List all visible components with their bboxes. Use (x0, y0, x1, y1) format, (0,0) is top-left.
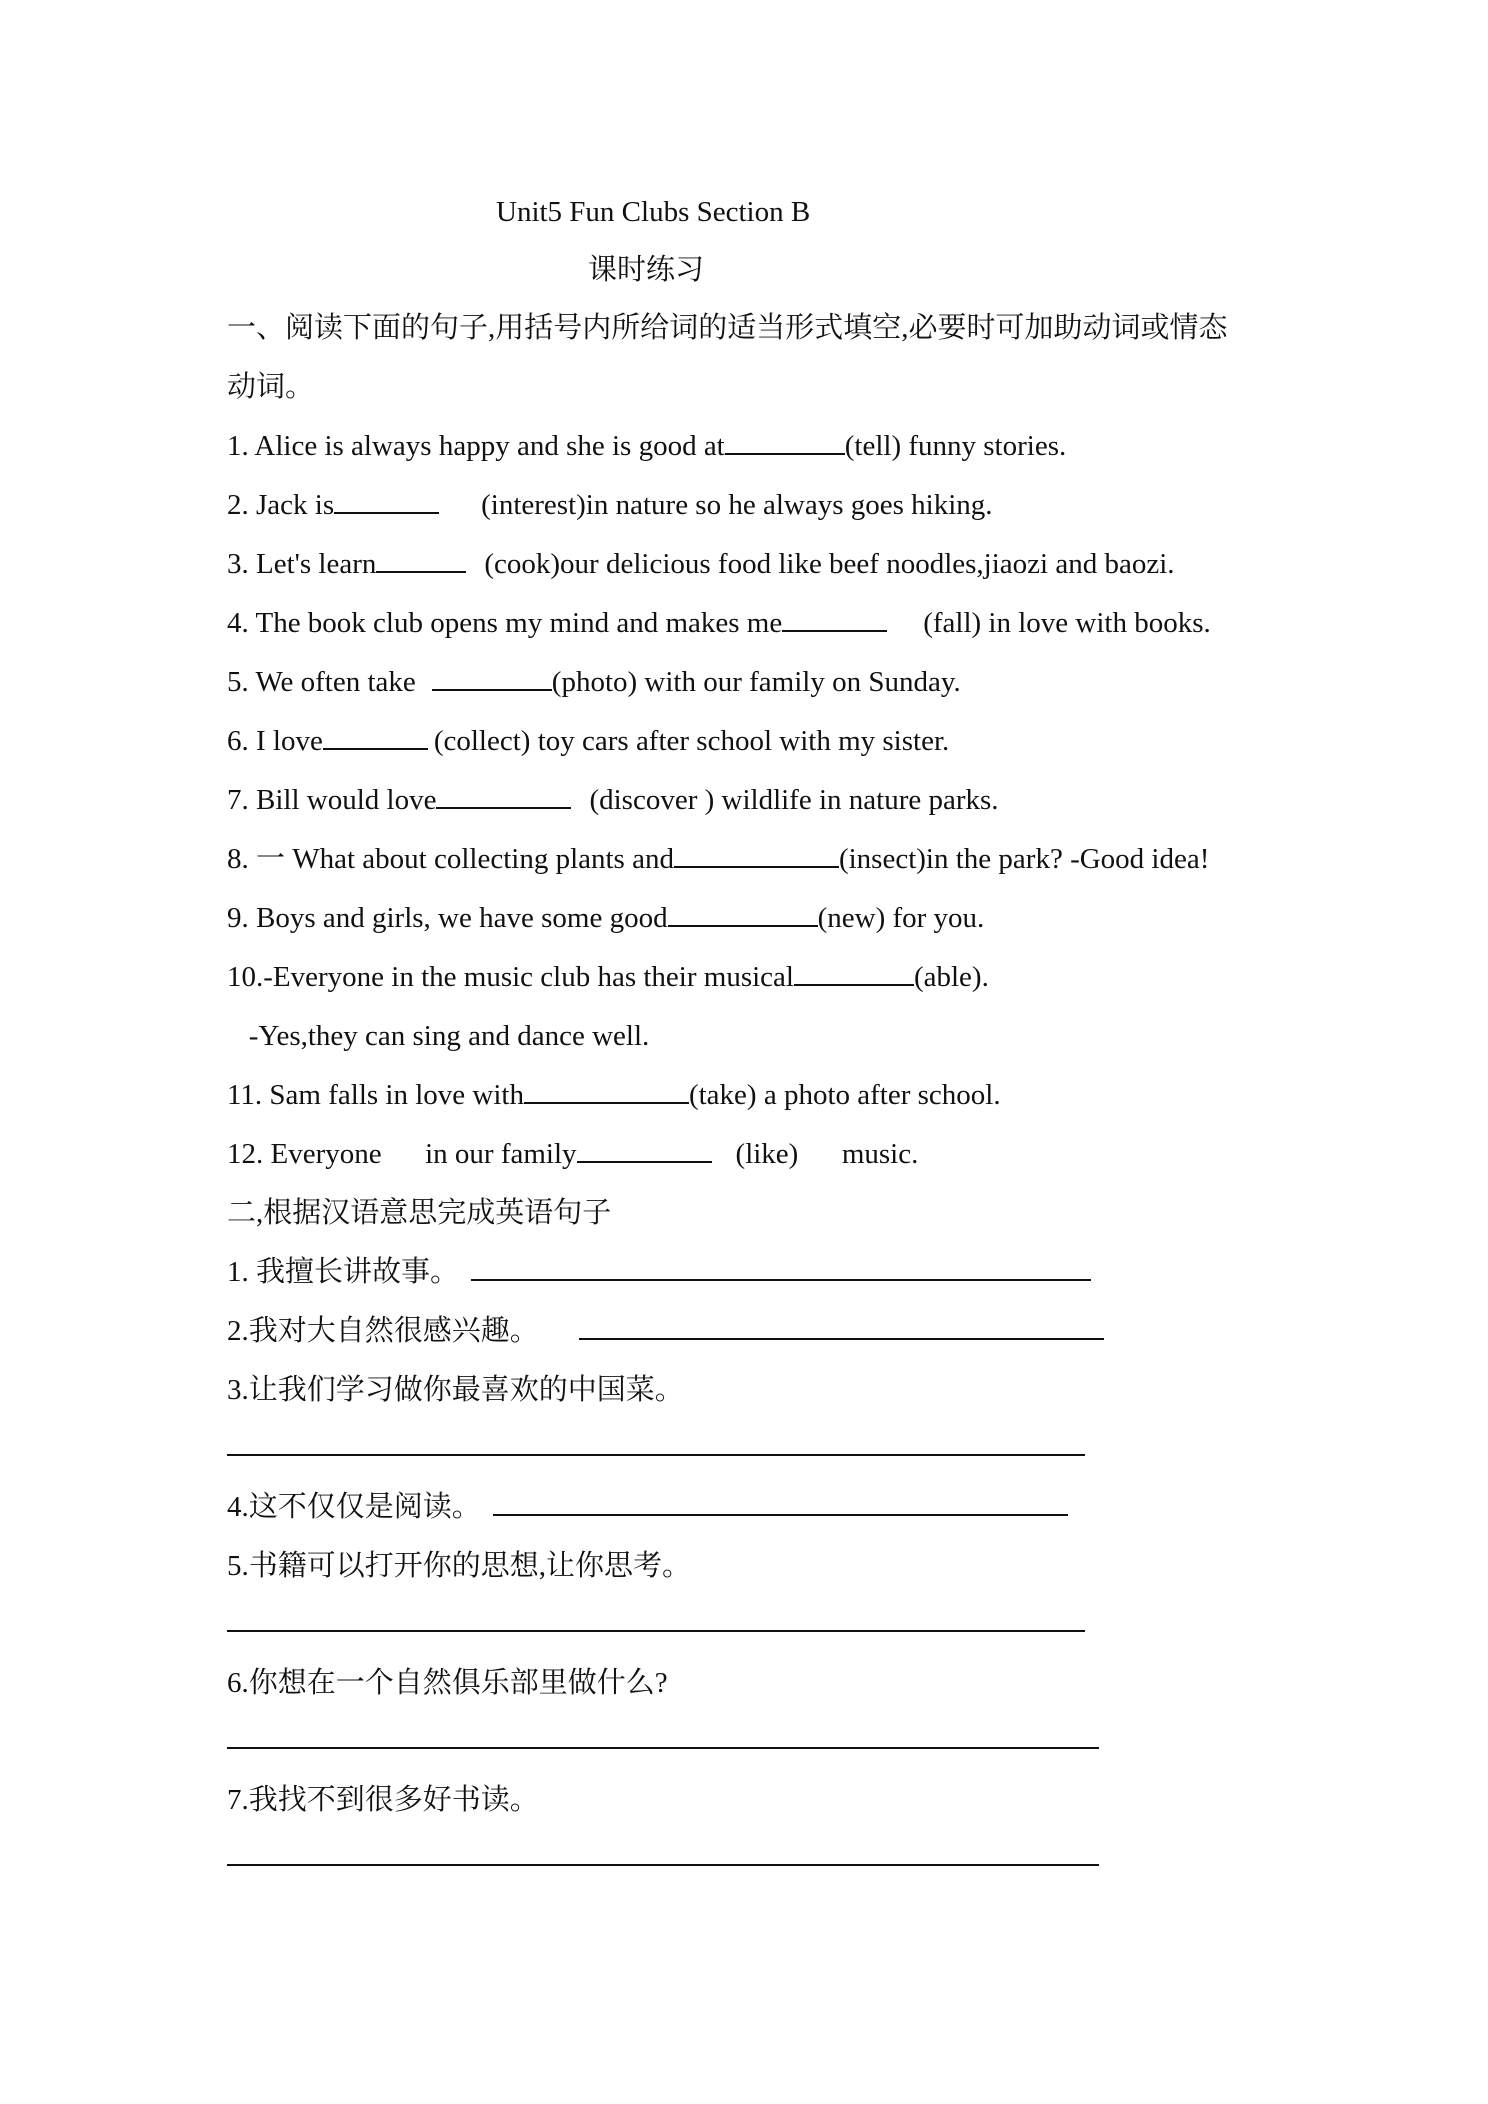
fill-item-7 (227, 780, 999, 820)
answer-blank[interactable] (577, 1135, 712, 1163)
answer-blank[interactable] (725, 427, 845, 455)
fill-item-4-text: 4. The book club opens my mind and makes me (227, 607, 783, 639)
translate-item-2-text: 2.我对大自然很感兴趣。 (227, 1315, 539, 1347)
fill-item-6-text: 6. I love (227, 725, 323, 757)
fill-item-12 (227, 1134, 918, 1174)
answer-blank[interactable] (436, 781, 571, 809)
translate-item-1-text: 1. 我擅长讲故事。 (227, 1256, 460, 1288)
fill-item-2 (227, 485, 993, 525)
answer-line[interactable] (579, 1312, 1104, 1340)
translate-item-7: 7.我找不到很多好书读。 (227, 1784, 539, 1816)
fill-item-1 (227, 426, 1066, 466)
fill-item-12-text: 12. Everyone in our family (227, 1138, 577, 1170)
worksheet-title: Unit5 Fun Clubs Section B (496, 196, 811, 228)
fill-item-12-hint: (like) music. (735, 1138, 919, 1170)
answer-blank[interactable] (674, 840, 839, 868)
fill-item-3-text: 3. Let's learn (227, 548, 377, 580)
fill-item-5-text: 5. We often take (227, 666, 416, 698)
answer-blank[interactable] (524, 1076, 689, 1104)
answer-line[interactable] (227, 1454, 1085, 1456)
fill-item-9-hint: (new) for you. (817, 902, 985, 934)
translate-item-4-text: 4.这不仅仅是阅读。 (227, 1491, 481, 1523)
translate-item-5: 5.书籍可以打开你的思想,让你思考。 (227, 1550, 692, 1582)
fill-item-1-text: 1. Alice is always happy and she is good at (227, 430, 725, 462)
answer-blank[interactable] (432, 663, 552, 691)
fill-item-9-text: 9. Boys and girls, we have some good (227, 902, 668, 934)
fill-item-10-hint: (able). (913, 961, 989, 993)
fill-item-11-hint: (take) a photo after school. (688, 1079, 1001, 1111)
fill-item-10 (227, 957, 989, 997)
fill-item-4 (227, 603, 1211, 643)
fill-item-2-text: 2. Jack is (227, 489, 335, 521)
answer-line[interactable] (227, 1630, 1085, 1632)
fill-item-4-hint: (fall) in love with books. (923, 607, 1211, 639)
fill-item-3 (227, 544, 1175, 584)
fill-item-6 (227, 721, 949, 761)
fill-item-8-hint: (insect)in the park? -Good idea! (838, 843, 1210, 875)
fill-item-10-reply (227, 1016, 649, 1056)
fill-item-11 (227, 1075, 1001, 1115)
answer-blank[interactable] (668, 899, 818, 927)
section1-heading-cont: 动词。 (227, 371, 315, 403)
fill-item-1-hint: (tell) funny stories. (844, 430, 1067, 462)
answer-blank[interactable] (323, 722, 428, 750)
answer-line[interactable] (227, 1747, 1099, 1749)
fill-item-5 (227, 662, 961, 702)
fill-item-2-hint: (interest)in nature so he always goes hiking. (481, 489, 993, 521)
worksheet-subtitle: 课时练习 (588, 254, 705, 286)
answer-blank[interactable] (782, 604, 887, 632)
answer-blank[interactable] (794, 958, 914, 986)
translate-item-4 (227, 1487, 1068, 1527)
answer-blank[interactable] (376, 545, 466, 573)
section1-heading: 一、阅读下面的句子,用括号内所给词的适当形式填空,必要时可加助动词或情态 (227, 312, 1228, 344)
answer-line[interactable] (471, 1253, 1091, 1281)
fill-item-3-hint: (cook)our delicious food like beef noodles,jiaozi and baozi. (484, 548, 1175, 580)
translate-item-3: 3.让我们学习做你最喜欢的中国菜。 (227, 1374, 684, 1406)
translate-item-2 (227, 1311, 1104, 1351)
translate-item-1 (227, 1252, 1091, 1292)
fill-item-8 (227, 839, 1209, 879)
fill-item-8-text: 8. 一 What about collecting plants and (227, 843, 674, 875)
fill-item-9 (227, 898, 984, 938)
fill-item-6-hint: (collect) toy cars after school with my sister. (433, 725, 950, 757)
fill-item-5-hint: (photo) with our family on Sunday. (551, 666, 961, 698)
answer-blank[interactable] (334, 486, 439, 514)
answer-line[interactable] (493, 1488, 1068, 1516)
fill-item-7-hint: (discover ) wildlife in nature parks. (589, 784, 999, 816)
translate-item-6: 6.你想在一个自然俱乐部里做什么? (227, 1667, 668, 1699)
section2-heading: 二,根据汉语意思完成英语句子 (227, 1197, 612, 1229)
fill-item-10-reply-text: -Yes,they can sing and dance well. (227, 1020, 650, 1052)
fill-item-10-text: 10.-Everyone in the music club has their musical (227, 961, 794, 993)
fill-item-11-text: 11. Sam falls in love with (227, 1079, 524, 1111)
answer-line[interactable] (227, 1864, 1099, 1866)
fill-item-7-text: 7. Bill would love (227, 784, 437, 816)
